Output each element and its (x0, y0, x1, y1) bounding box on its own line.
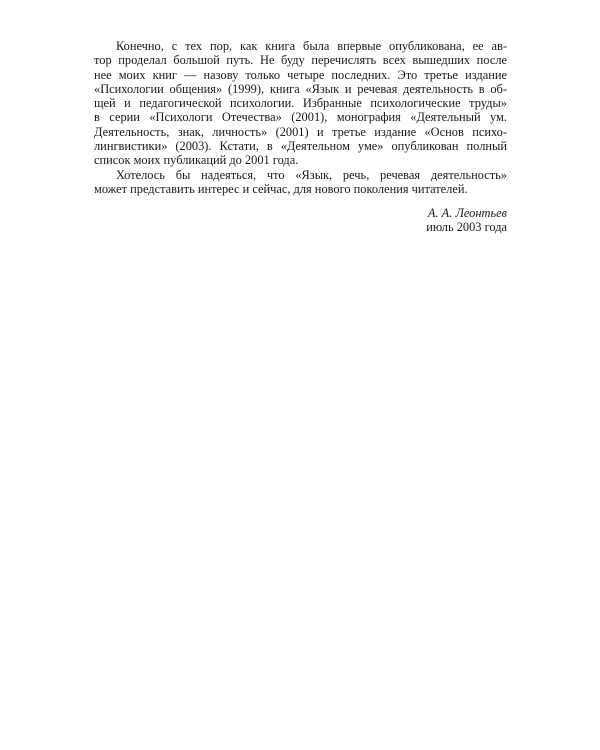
text-line: тор проделал большой путь. Не буду перечислять всех вышедших после (94, 53, 507, 68)
signature-date: июль 2003 года (426, 220, 507, 235)
signature-block (426, 206, 507, 235)
text-line: нее моих книг — назову только четыре последних. Это третье издание (94, 67, 507, 82)
body-text (94, 39, 507, 196)
text-line: «Психологии общения» (1999), книга «Язык и речевая деятельность в об- (94, 81, 507, 96)
text-line: Деятельность, знак, личность» (2001) и третье издание «Основ психо- (94, 124, 507, 139)
text-line: в серии «Психологи Отечества» (2001), монография «Деятельный ум. (94, 110, 507, 125)
paragraph-2 (94, 168, 507, 197)
text-line: Конечно, с тех пор, как книга была впервые опубликована, ее ав- (116, 39, 507, 53)
text-line: список моих публикаций до 2001 года. (94, 153, 299, 168)
text-line: Хотелось бы надеяться, что «Язык, речь, речевая деятельность» (116, 167, 507, 182)
text-line: лингвистики» (2003). Кстати, в «Деятельном уме» опубликован полный (94, 139, 507, 154)
text-line: может представить интерес и сейчас, для нового поколения читателей. (94, 181, 468, 196)
signature-author: А. А. Леонтьев (427, 206, 507, 220)
paragraph-1 (94, 39, 507, 168)
text-line: щей и педагогической психологии. Избранные психологические труды» (94, 96, 507, 111)
